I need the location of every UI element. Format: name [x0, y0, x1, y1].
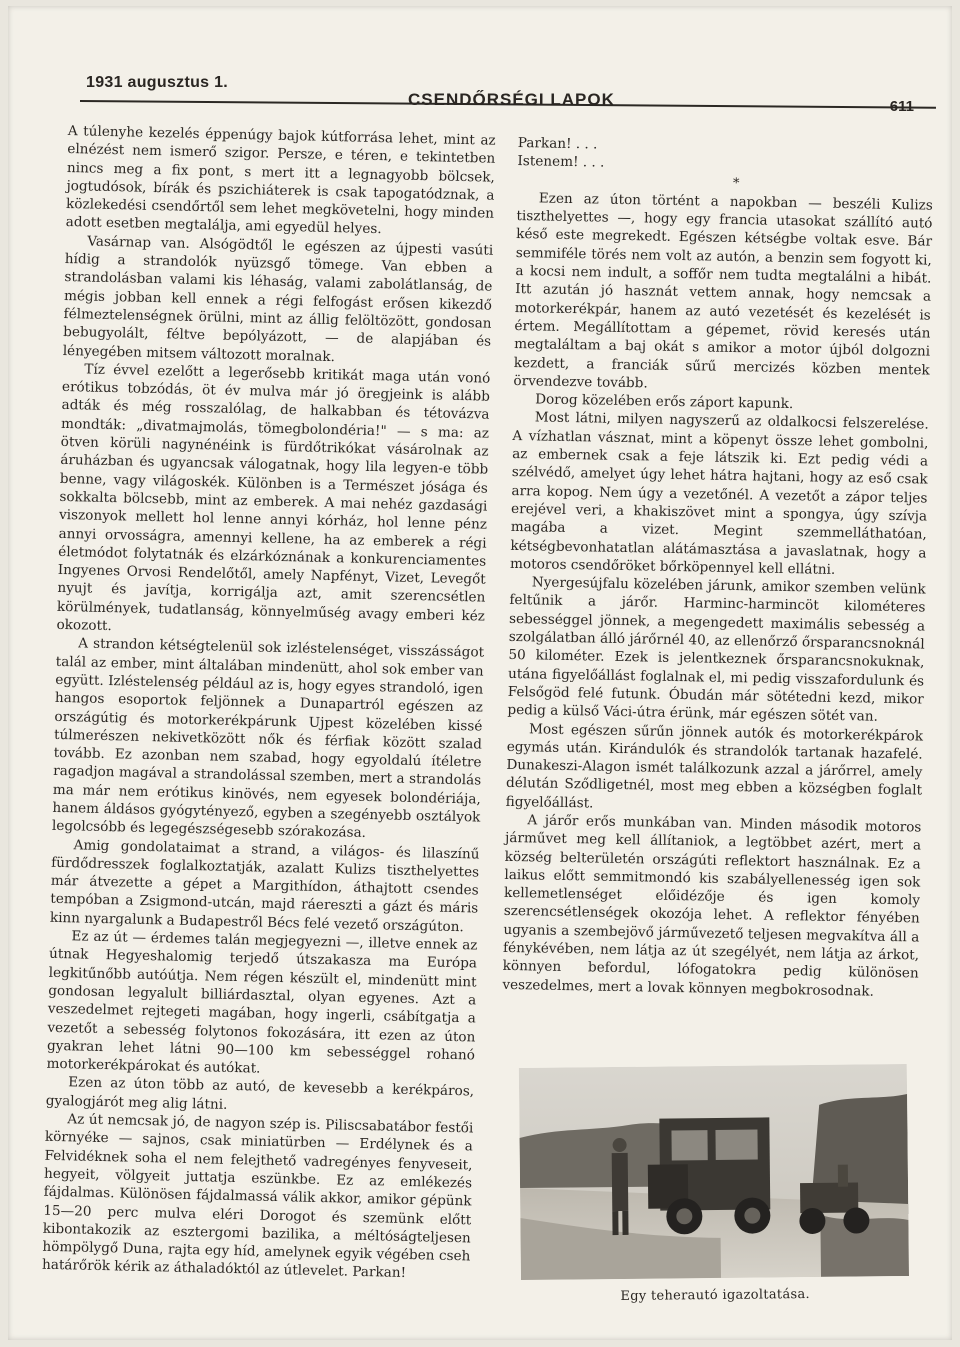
- left-paragraph: A túlenyhe kezelés éppenúgy bajok kútforrása lehet, mint az elnézést nem ismerő szigor. Persze, e téren, e tekintetben nincs meg a fix pont, s mert itt a legnagyobb bölcsek, jogtudósok, bírák és pszichiáterek is csak tapogatódznak, a közlekedési csendőrtől sem lehet megkövetelni, hogy minden adott esetben megtalálja, ami egyedül helyes.: [65, 122, 496, 238]
- truck-inspection-photo: [519, 1064, 909, 1280]
- right-paragraph: Dorog közelében erős záport kapunk.: [534, 391, 794, 413]
- opening-line: Istenem! . . .: [517, 153, 605, 171]
- section-separator: *: [732, 175, 740, 191]
- opening-line: Parkan! . . .: [517, 134, 598, 153]
- left-paragraph: Ez az út — érdemes talán megjegyezni —, illetve ennek az útnak Hegyeshalomig terjedő útszakasza ma Európa legkitűnőbb autóútja. Nem régen készült el, mindenütt mint gondosan legyalult billiárdasztal, olyan egyenes. Azt a veszedelmet rejtegeti magában, hogy ingerli, csábítgatja a vezetőt a sebesség folytonos fokozására, itt ezen az úton gyakran lehet látni 90—100 km sebességgel rohanó motorkerékpárokat és autókat.: [46, 928, 478, 1077]
- left-paragraph: Tíz évvel ezelőtt a legerősebb kritikát maga után vonó erótikus tobzódás, öt év mulva már jó öregjeink is alább adták és még rosszalólag, de halkabban és tétovázva mondták: „divatmajmolás, tömegbolondéria!" — s ma: az ötven körüli nagynénéink is fürdőtrikókat vásárolnak az áruházban és ugyancsak válogatnak, hogy lila legyen-e több benne, vagy világoskék. Különben is a Természet jósága és sokkalta bölcsebb, mint az emberek. A mai nehéz gazdasági viszonyok mellett hol lenne annyi kórház, hol lenne pénz annyi orvosságra, amennyi kellene, ha az emberek a régi életmódot folytatnák és elzárkóznának a konkurenciamentes Ingyenes Orvosi Rendelőtől, amely Napfényt, Vizet, Levegőt nyujt és javítja, korrigálja azt, amit szerencsétlen körülmények, tudatlanság, könnyelműség avagy emberi kéz okozott.: [56, 361, 491, 635]
- right-paragraph: Most egészen sűrűn jönnek autók és motorkerékpárok egymás után. Kirándulók és strandolók tartanak hazafelé. Dunakeszi-Alagon ismét találkozunk azzal a járőrrel, amely délután Sződligetnél, most meg ebben a községben foglalt figyelőállást.: [505, 720, 924, 812]
- issue-date: 1931 augusztus 1.: [86, 74, 229, 91]
- publication-title: CSENDŐRSÉGI LAPOK: [408, 90, 615, 109]
- right-paragraph: Nyergesújfalu közelében járunk, amikor szemben velünk feltűnik a járőr. Harminc-harmincöt kilométeres sebességgel jönnek, a megengedett maximális sebesség a szolgálatban álló járőrnél 40, az ellenőrző őrsparancsnoknál 50 kilométer. Ezek is jelentkeznek őrsparancsnokuknak, utána figyelőállást foglalnak el, mi pedig visszafordulunk és Felsőgöd felé futunk. Óbudán már sötétedni kezd, mikor pedig a külső Váci-útra érünk, már egészen sötét van.: [507, 574, 926, 725]
- left-paragraph: Ezen az úton több az autó, de kevesebb a kerékpáros, gyalogjárót meg alig látni.: [45, 1074, 475, 1113]
- left-paragraph: Vasárnap van. Alsógödtől le egészen az újpesti vasúti hídig a strandolók nyüzsgő tömege. Van ebben a strandolásban valami kis léhaság, valami zabolátlanság, de mégis jobban kell ennek a régi felfogást erősen kikezdő félmeztelenségnek örülni, mint az állig felöltözött, gondosan bebugyolált, féltve bepólyázott, — de alapjában és lényegében mitsem változott moralnak.: [62, 233, 494, 365]
- right-column: [502, 134, 934, 1001]
- page-header: [80, 68, 936, 115]
- left-paragraph: Amig gondolataimat a strand, a világos- és lilaszínű fürdődresszek foglalkoztatják, azalatt Kulizs tiszthelyettes már átvezette a gépet a Margithídon, áthajtott csendes tempóban a Zsigmond-utcán, majd ráereszti a gázt és máris kinn nyargalunk a Budapestről Bécs felé vezető országúton.: [49, 836, 480, 935]
- right-paragraph: Most látni, milyen nagyszerű az oldalkocsi felszerelése. A vízhatlan vásznat, mint a köpenyt össze lehet gombolni, az embernek csak a feje látszik ki. Ezt pedig védi a szélvédő, amelyet úgy lehet hátra hajtani, hogy az eső csak arra kopog. Nem úgy a vezetőnél. A vezetőt a zápor teljes erejével veri, a khakiszövet mint a spongya, úgy szívja magába a vizet. Megint szemmelláthatóan, kétségbevonhatatlan alátámasztása a javaslatnak, hogy a motoros csendőröket bőrköpennyel kell ellátni.: [509, 409, 929, 578]
- right-paragraph: A járőr erős munkában van. Minden második motoros járművet meg kell állítaniok, a legtöbbet azért, mert a község belterületén országúti reflektort használnak. Ez a laikus előtt semmitmondó kis szabályellenesség igen sok kellemetlenséget előidézője és igen komoly szerencsétlenségek okozója lehet. A reflektor fényében ugyanis a szembejövő járművezető teljesen megvakítva áll a fénykévében, nem látja az út szegélyét, nem látja az árkot, könnyen befordul, lófogatokra pedig különösen veszedelmes, mert a lovak könnyen megbokrosodnak.: [502, 812, 922, 1000]
- newspaper-page: [8, 6, 952, 1340]
- page-number: 611: [889, 98, 914, 115]
- left-column: [42, 122, 496, 1284]
- left-paragraph: Az út nemcsak jó, de nagyon szép is. Piliscsabatábor festői környéke — sajnos, csak miniatürben — Erdélynek és a Felvidéknek soha el nem felejthető vadregényes fenyveseit, hegyeit, völgyeit juttatja eszünkbe. Ez az emlékezés fájdalmas. Különösen fájdalmassá válik akkor, amikor gépünk 15—20 perc mulva eléri Dorogot és szemünk előtt kibontakozik az esztergomi bazilika, a méltóságteljesen hömpölygő Duna, rajta egy híd, amelynek egyik végében cseh határőrök kérik az áthaladóktól az útlevelet. Parkan!: [41, 1111, 474, 1282]
- photo-caption: Egy teherautó igazoltatása.: [620, 1287, 810, 1304]
- right-paragraph: Ezen az úton történt a napokban — beszéli Kulizs tiszthelyettes —, hogy egy francia utasokat szállító autó késő este megrekedt. Egészen kétségbe voltak esve. Bár semmiféle törés nem volt az autón, a benzin sem fogyott ki, a kocsi nem indult, a soffőr nem tudta megtalálni a hibát. Itt azután jó hasznát vettem annak, hogy nemcsak a motorkerékpár, hanem az autó vezetését és kezelését is értem. Megállítottam a gépemet, rövid keresés után megtaláltam a baj okát s amikor a motor újból dolgozni kezdett, a franciák sűrű mercizés közben mentek örvendezve tovább.: [513, 190, 933, 392]
- photo-figure: [519, 1064, 909, 1304]
- left-paragraph: A strandon kétségtelenül sok izléstelenséget, visszásságot talál az ember, mint általában mindenütt, ahol sok ember van együtt. Izléstelenség például az is, hogy egyes strandoló, igen hangos esoportok feljönnek a Dunapartról egészen az országútig és motorkerékpárunk Ujpest közelében kissé túlmerészen nekivetközött nők és férfiak között szalad tovább. Ez azonban nem szabad, hogy egyoldalú ítéletre ragadjon magával a strandolással szemben, mert a strandolás ma már nem erótikus kinövés, nem egyesek bolondériája, hanem áldásos gyógytényező, egyben a szegényebb osztályok legolcsóbb és legegészségesebb szórakozása.: [51, 635, 485, 842]
